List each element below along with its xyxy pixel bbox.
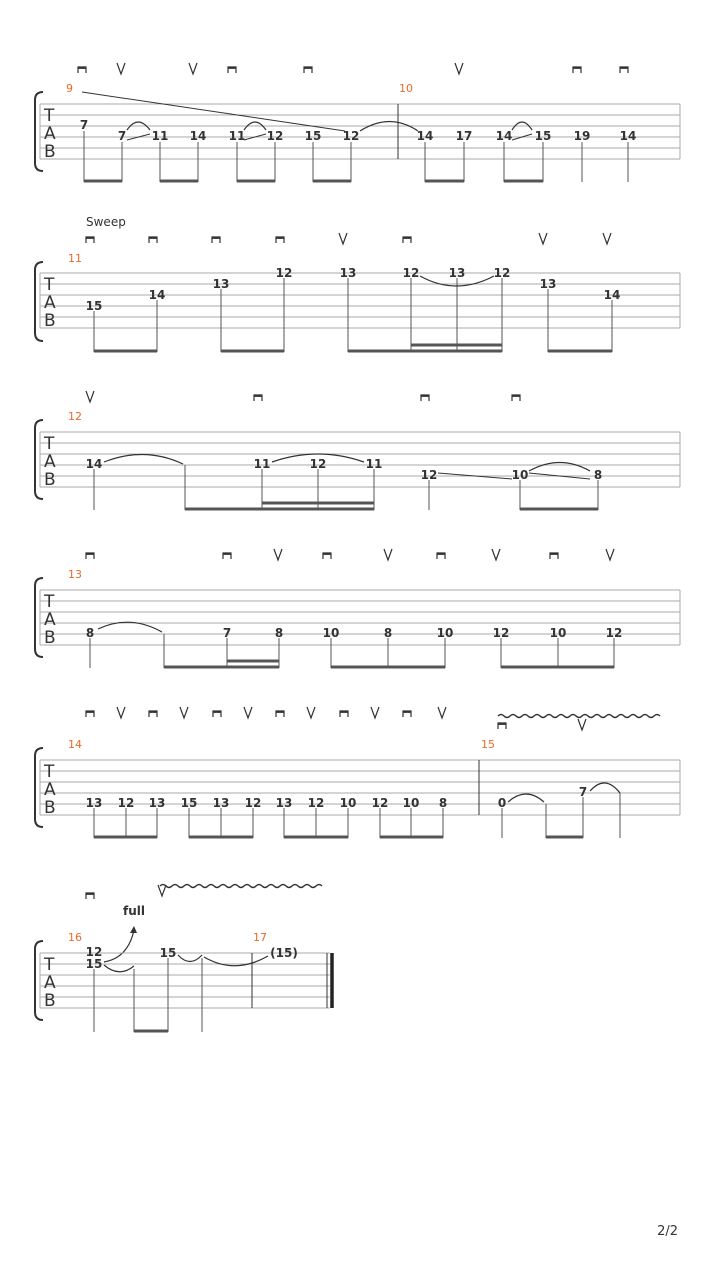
- pick-strokes: [86, 391, 520, 402]
- pick-strokes: [78, 63, 628, 74]
- fret-number: 14: [619, 129, 637, 143]
- bend-label: full: [123, 904, 145, 918]
- fret-number: 13: [85, 796, 103, 810]
- fret-number: 8: [85, 626, 95, 640]
- fret-number: 12: [307, 796, 325, 810]
- fret-number: 13: [339, 266, 357, 280]
- sweep-label: Sweep: [86, 215, 126, 229]
- vibrato-mark: [498, 715, 660, 718]
- fret-number: 8: [274, 626, 284, 640]
- fret-number: 14: [148, 288, 166, 302]
- tab-clef-t: T: [44, 106, 55, 126]
- fret-number: 14: [495, 129, 513, 143]
- fret-number: 12: [85, 945, 103, 959]
- ties: [508, 783, 620, 802]
- fret-number: 10: [511, 468, 529, 482]
- tab-clef-a: A: [44, 973, 56, 993]
- tab-clef-t: T: [44, 434, 55, 454]
- tab-clef-b: B: [44, 311, 56, 331]
- fret-number: 11: [151, 129, 169, 143]
- fret-number: 12: [244, 796, 262, 810]
- tab-clef-t: T: [44, 592, 55, 612]
- fret-number: 13: [212, 796, 230, 810]
- tab-clef-b: B: [44, 798, 56, 818]
- staff-lines: [40, 590, 680, 645]
- page-number: 2/2: [657, 1224, 678, 1239]
- bar-number: 11: [68, 252, 82, 265]
- bar-number: 13: [68, 568, 82, 581]
- tab-clef-b: B: [44, 991, 56, 1011]
- fret-number: 13: [275, 796, 293, 810]
- system-4: [35, 549, 680, 668]
- fret-number: 17: [455, 129, 473, 143]
- bar-number: 12: [68, 410, 82, 423]
- pick-strokes: [86, 707, 586, 730]
- system-5: [35, 707, 680, 838]
- fret-number: 15: [180, 796, 198, 810]
- system-2: [35, 215, 680, 352]
- fret-number: 15: [304, 129, 322, 143]
- fret-number: 12: [275, 266, 293, 280]
- tab-clef-b: B: [44, 470, 56, 490]
- fret-number: 11: [228, 129, 246, 143]
- fret-number: 15: [85, 299, 103, 313]
- fret-number: 12: [492, 626, 510, 640]
- fret-number: 15: [159, 946, 177, 960]
- fret-number: 12: [605, 626, 623, 640]
- bend-arrow: [104, 930, 134, 962]
- fret-number: 12: [420, 468, 438, 482]
- fret-number: 13: [448, 266, 466, 280]
- staff-bracket: [35, 262, 43, 341]
- system-1: [35, 63, 680, 182]
- fret-number: 12: [493, 266, 511, 280]
- pick-strokes: [86, 885, 166, 899]
- tab-clef-a: A: [44, 780, 56, 800]
- fret-number: 10: [339, 796, 357, 810]
- fret-number: 11: [253, 457, 271, 471]
- fret-number: 12: [402, 266, 420, 280]
- fret-number: 12: [342, 129, 360, 143]
- pick-strokes: [86, 549, 614, 560]
- beams: [185, 503, 598, 509]
- vibrato-mark: [160, 885, 322, 888]
- tab-clef-a: A: [44, 124, 56, 144]
- bar-number: 9: [66, 82, 73, 95]
- bar-number: 10: [399, 82, 413, 95]
- tab-clef-b: B: [44, 142, 56, 162]
- fret-number: 12: [371, 796, 389, 810]
- fret-number: 10: [549, 626, 567, 640]
- fret-number: 15: [534, 129, 552, 143]
- fret-number: 15: [85, 957, 103, 971]
- system-6: [35, 885, 332, 1033]
- bar-number: 17: [253, 931, 267, 944]
- fret-number: 10: [402, 796, 420, 810]
- tab-clef-t: T: [44, 762, 55, 782]
- fret-number: 10: [436, 626, 454, 640]
- fret-number: 8: [593, 468, 603, 482]
- fret-number: 0: [497, 796, 507, 810]
- fret-number: 11: [365, 457, 383, 471]
- fret-number: 7: [117, 129, 127, 143]
- fret-number: 12: [309, 457, 327, 471]
- fret-number: 14: [416, 129, 434, 143]
- fret-number: 19: [573, 129, 591, 143]
- tie: [98, 622, 162, 632]
- bar-number: 16: [68, 931, 82, 944]
- bar-number: 15: [481, 738, 495, 751]
- bend-arrowhead: [130, 926, 137, 933]
- fret-number: 13: [148, 796, 166, 810]
- tab-clef-a: A: [44, 452, 56, 472]
- fret-number: 10: [322, 626, 340, 640]
- fret-number: 7: [222, 626, 232, 640]
- fret-number: 13: [539, 277, 557, 291]
- system-3: [35, 391, 680, 510]
- fret-number: 14: [85, 457, 103, 471]
- fret-number: 12: [117, 796, 135, 810]
- beams: [164, 661, 614, 667]
- ties: [104, 955, 268, 972]
- fret-number: 8: [438, 796, 448, 810]
- tab-clef-a: A: [44, 293, 56, 313]
- beams: [94, 345, 612, 351]
- tab-clef-t: T: [44, 275, 55, 295]
- fret-number: (15): [270, 946, 298, 960]
- fret-number: 8: [383, 626, 393, 640]
- pick-strokes: [86, 233, 611, 244]
- fret-number: 7: [79, 118, 89, 132]
- note-stems: [94, 278, 612, 352]
- fret-number: 12: [266, 129, 284, 143]
- fret-number: 14: [603, 288, 621, 302]
- tab-clef-a: A: [44, 610, 56, 630]
- staff-lines: [40, 273, 680, 328]
- fret-number: 7: [578, 785, 588, 799]
- note-stems: [90, 634, 614, 668]
- bar-number: 14: [68, 738, 82, 751]
- tab-clef-b: B: [44, 628, 56, 648]
- slide-line: [79, 92, 345, 132]
- fret-number: 14: [189, 129, 207, 143]
- staff-lines: [40, 953, 330, 1008]
- fret-number: 13: [212, 277, 230, 291]
- tab-clef-t: T: [44, 955, 55, 975]
